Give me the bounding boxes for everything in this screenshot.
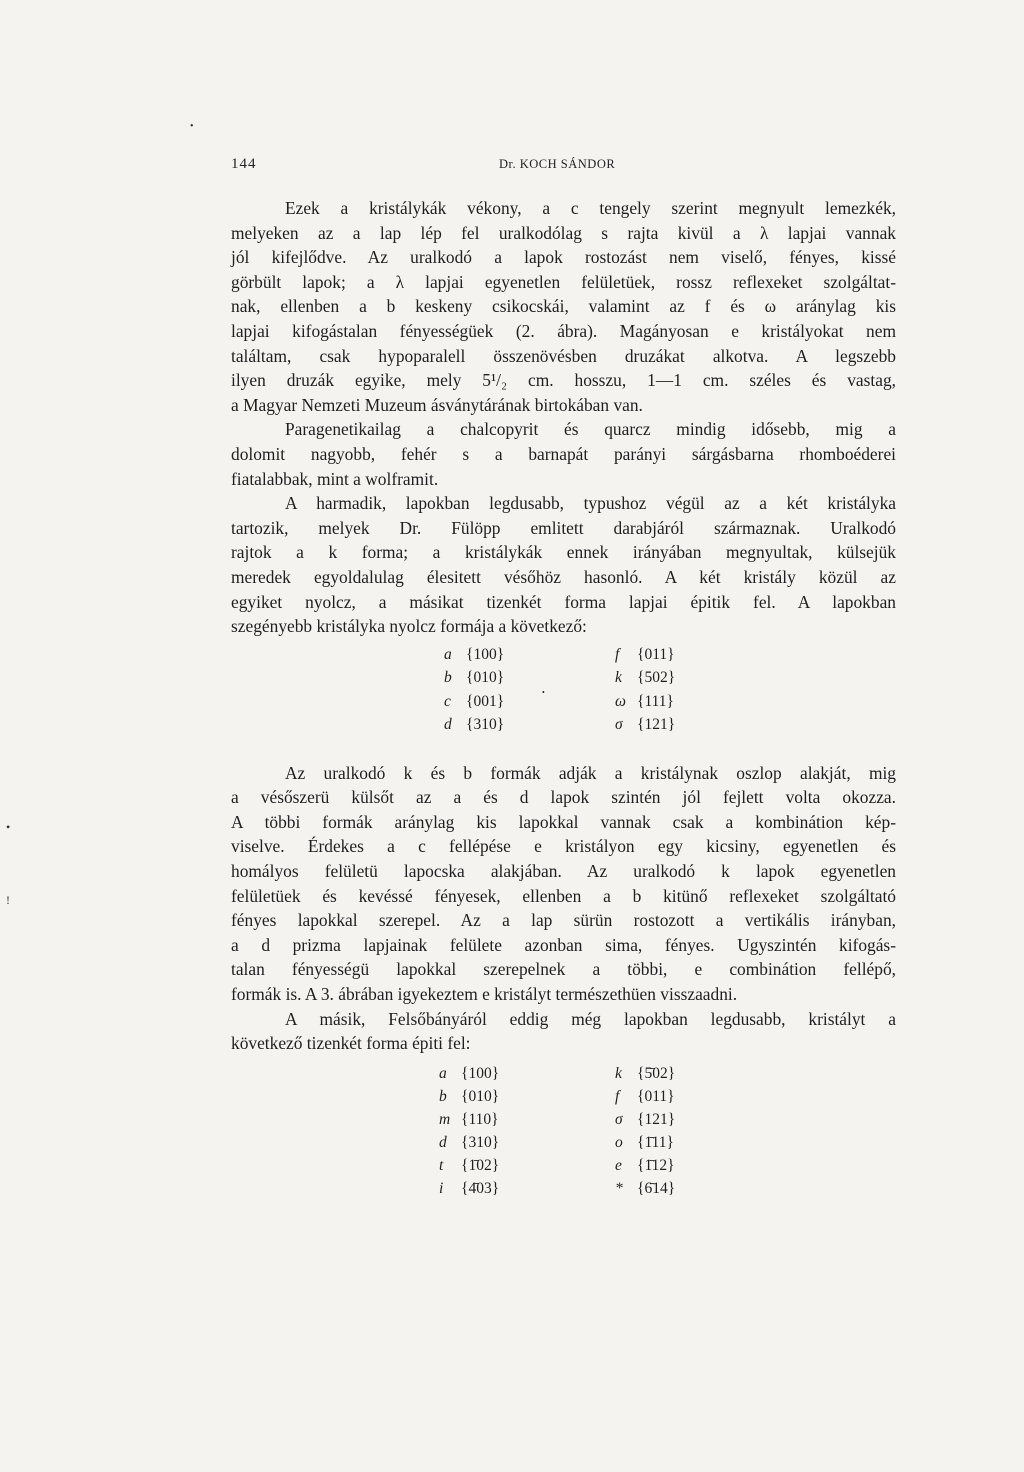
form-row: [439, 1108, 499, 1131]
form-index: {1̄11}: [637, 1133, 674, 1151]
form-index: {001}: [466, 692, 505, 710]
form-symbol: m: [439, 1110, 451, 1128]
form-index: {100}: [466, 645, 505, 663]
form-row: [444, 643, 504, 667]
form-row: [615, 1062, 675, 1085]
scan-speck: •: [6, 820, 11, 834]
text-line: egyiket nyolcz, a másikat tizenkét forma lapjai épitik fel. A lapokban: [231, 591, 896, 612]
text-line: melyeken az a lap lép fel uralkodólag s rajta kivül a λ lapjai vannak: [231, 222, 896, 243]
text-line: lapjai kifogástalan fényességüek (2. ábra). Magányosan e kristályokat nem: [231, 320, 896, 341]
text-line: a vésőszerü külsőt az a és d lapok szintén jól fejlett volta okozza.: [231, 787, 896, 808]
form-row: [615, 666, 675, 690]
text-line: meredek egyoldalulag élesitett vésőhöz hasonló. A két kristály közül az: [231, 566, 896, 587]
text-line: találtam, csak hypoparalell összenövésben druzákat alkotva. A legszebb: [231, 345, 896, 366]
body-text: [231, 196, 896, 1234]
form-index: {5̄02}: [637, 1064, 676, 1082]
scan-speck: !: [6, 893, 10, 907]
form-symbol: a: [444, 645, 452, 663]
text-line: Ezek a kristálykák vékony, a c tengely szerint megnyult lemezkék,: [285, 198, 896, 218]
form-row: [615, 1177, 675, 1200]
form-row: [615, 690, 675, 714]
text-line: formák is. A 3. ábrában igyekeztem e kristályt természethüen visszaadni.: [231, 984, 738, 1005]
form-row: [444, 713, 504, 737]
form-index: {310}: [466, 716, 505, 734]
form-symbol: ω: [615, 692, 626, 710]
form-row: [615, 1131, 675, 1154]
text-line: A többi formák aránylag kis lapokkal vannak csak a kombinátion kép-: [231, 811, 896, 832]
form-row: [439, 1131, 499, 1154]
form-row: [615, 1108, 675, 1131]
form-symbol: f: [615, 1087, 620, 1105]
text-line: következő tizenkét forma épiti fel:: [231, 1033, 471, 1054]
paragraph-1: [231, 196, 896, 417]
form-index: {010}: [466, 669, 505, 687]
text-line: dolomit nagyobb, fehér s a barnapát parányi sárgásbarna rhomboéderei: [231, 443, 896, 464]
form-symbol: b: [439, 1087, 447, 1105]
page-header: [231, 156, 896, 180]
form-symbol: a: [439, 1064, 447, 1082]
form-symbol: f: [615, 645, 620, 663]
text-line: Paragenetikailag a chalcopyrit és quarcz mindig idősebb, mig a: [285, 419, 896, 440]
form-symbol: c: [444, 692, 451, 710]
paragraph-3: [231, 491, 896, 639]
form-index: {310}: [461, 1133, 500, 1151]
text-line: a d prizma lapjainak felülete azonban sima, fényes. Ugyszintén kifogás-: [231, 934, 896, 955]
paragraph-4: [231, 761, 896, 1007]
form-symbol: d: [444, 716, 452, 734]
text-line: jól kifejlődve. Az uralkodó a lapok rostozást nem viselő, fényes, kissé: [231, 247, 896, 268]
form-index: {1̄02}: [461, 1156, 500, 1174]
form-index: {502}: [637, 669, 676, 687]
form-symbol: b: [444, 669, 452, 687]
forms-table-twelve: [231, 1062, 896, 1228]
form-index: {010}: [461, 1087, 500, 1105]
form-symbol: k: [615, 1064, 622, 1082]
text-line: fiatalabbak, mint a wolframit.: [231, 468, 439, 489]
form-row: [439, 1177, 499, 1200]
form-row: [439, 1085, 499, 1108]
form-symbol: σ: [615, 1110, 623, 1128]
text-line: A harmadik, lapokban legdusabb, typushoz végül az a két kristályka: [285, 493, 896, 514]
running-head: Dr. KOCH SÁNDOR: [499, 157, 616, 171]
form-index: {110}: [461, 1110, 499, 1128]
form-row: [439, 1062, 499, 1085]
forms-column-right: [615, 643, 675, 737]
form-row: [444, 666, 504, 690]
forms-column-left: [444, 643, 504, 737]
forms-column-right: [615, 1062, 675, 1200]
form-index: {4̄03}: [461, 1179, 500, 1197]
form-row: [615, 1085, 675, 1108]
form-index: {6̄14}: [637, 1179, 676, 1197]
form-index: {121}: [637, 716, 676, 734]
form-symbol: t: [439, 1156, 444, 1174]
stray-dot: •: [542, 687, 545, 697]
form-row: [615, 643, 675, 667]
form-symbol: i: [439, 1179, 444, 1197]
forms-column-left: [439, 1062, 499, 1200]
form-row: [615, 713, 675, 737]
form-symbol: e: [615, 1156, 622, 1174]
page-number: 144: [231, 156, 257, 172]
form-row: [444, 690, 504, 714]
form-symbol: σ: [615, 716, 623, 734]
form-row: [439, 1154, 499, 1177]
text-line: tartozik, melyek Dr. Fülöpp emlitett darabjáról származnak. Uralkodó: [231, 517, 896, 538]
form-index: {121}: [637, 1110, 676, 1128]
text-line: talan fényességü lapokkal szerepelnek a többi, e combinátion fellépő,: [231, 959, 896, 980]
form-index: {011}: [637, 645, 675, 663]
form-index: {111}: [637, 692, 674, 710]
text-line: A másik, Felsőbányáról eddig még lapokban legdusabb, kristályt a: [285, 1008, 896, 1029]
form-symbol: *: [615, 1179, 623, 1197]
form-symbol: d: [439, 1133, 447, 1151]
text-line: nak, ellenben a b keskeny csikocskái, valamint az f és ω aránylag kis: [231, 296, 896, 317]
text-line: rajtok a k forma; a kristálykák ennek irányában megnyultak, külsejük: [231, 542, 896, 563]
forms-table-eight: [231, 643, 896, 755]
form-symbol: o: [615, 1133, 623, 1151]
form-index: {011}: [637, 1087, 675, 1105]
text-line: szegényebb kristályka nyolcz formája a következő:: [231, 616, 587, 637]
text-line: homályos felületü lapocska alakjában. Az uralkodó k lapok egyenetlen: [231, 861, 896, 882]
scan-speck: •: [190, 121, 194, 132]
text-line: Az uralkodó k és b formák adják a kristálynak oszlop alakját, mig: [285, 762, 896, 783]
paragraph-5: [231, 1007, 896, 1056]
text-line: ilyen druzák egyike, mely 5¹/₂ cm. hosszu, 1—1 cm. széles és vastag,: [231, 370, 896, 391]
text-line: a Magyar Nemzeti Muzeum ásványtárának birtokában van.: [231, 394, 643, 415]
text-line: felületüek és kevéssé fényesek, ellenben a b kitünő reflexeket szolgáltató: [231, 885, 896, 906]
form-row: [615, 1154, 675, 1177]
text-line: görbült lapok; a λ lapjai egyenetlen felületüek, rossz reflexeket szolgáltat-: [231, 271, 896, 292]
text-line: viselve. Érdekes a c fellépése e kristályon egy kicsiny, egyenetlen és: [231, 836, 896, 857]
form-index: {100}: [461, 1064, 500, 1082]
form-index: {1̄12}: [637, 1156, 675, 1174]
form-symbol: k: [615, 669, 622, 687]
text-line: fényes lapokkal szerepel. Az a lap sürün rostozott a vertikális irányban,: [231, 910, 896, 931]
paragraph-2: [231, 417, 896, 491]
